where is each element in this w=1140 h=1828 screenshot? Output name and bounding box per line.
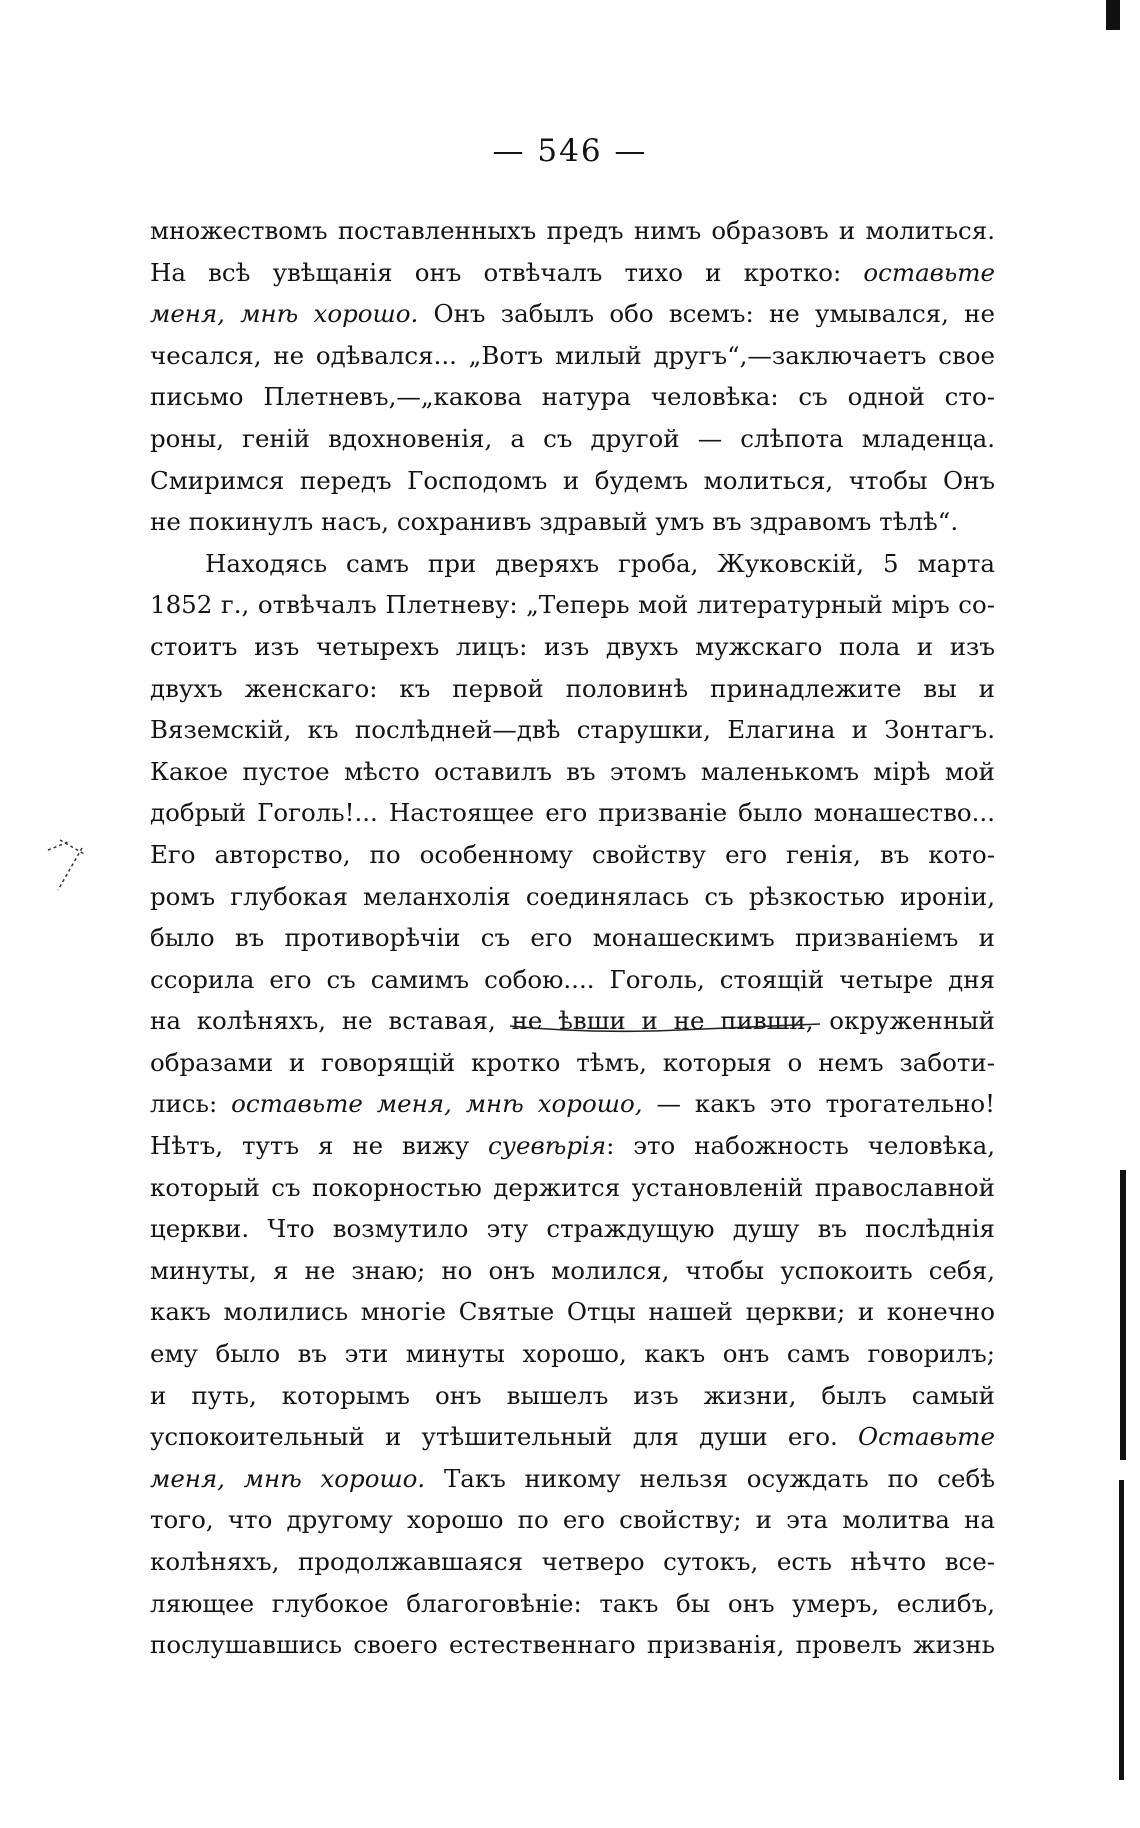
text-line <box>150 335 995 377</box>
text-segment: Онъ забылъ обо всемъ: не умывался, не <box>418 299 995 329</box>
text-segment: роны, геній вдохновенія, а съ другой — слѣпота младенца. <box>150 423 995 453</box>
text-line <box>150 1541 995 1583</box>
text-line <box>150 460 995 502</box>
text-segment: лись: <box>150 1089 232 1119</box>
text-segment: Такъ никому нельзя осуждать по себѣ <box>425 1463 995 1493</box>
text-line <box>150 1167 995 1209</box>
margin-pencil-mark <box>38 830 108 900</box>
text-segment: Смиримся передъ Господомъ и будемъ молиться, чтобы Онъ <box>150 465 995 495</box>
text-line <box>150 792 995 834</box>
text-segment: того, что другому хорошо по его свойству; и эта молитва на <box>150 1505 995 1535</box>
text-segment: 1852 г., отвѣчалъ Плетневу: „Теперь мой литературный міръ со- <box>150 590 995 620</box>
italic-segment: суевѣрія <box>488 1131 607 1161</box>
text-segment: чесался, не одѣвался... „Вотъ милый другъ“,—заключаетъ свое <box>150 340 995 370</box>
text-line <box>150 876 995 918</box>
text-line <box>150 1125 995 1167</box>
text-segment: какъ молились многіе Святые Отцы нашей церкви; и конечно <box>150 1297 995 1327</box>
italic-segment: меня, мнѣ хорошо. <box>150 1463 426 1493</box>
scan-edge-mark <box>1120 1170 1126 1460</box>
text-segment: послушавшись своего естественнаго призванія, провелъ жизнь <box>150 1630 995 1660</box>
text-line <box>150 1208 995 1250</box>
text-segment: стоитъ изъ четырехъ лицъ: изъ двухъ мужскаго пола и изъ <box>150 631 995 661</box>
text-line <box>150 1416 995 1458</box>
text-line <box>150 834 995 876</box>
text-line <box>150 293 995 335</box>
text-line <box>150 1291 995 1333</box>
text-line <box>150 626 995 668</box>
text-line <box>150 709 995 751</box>
text-segment: образами и говорящій кротко тѣмъ, которыя о немъ заботи- <box>150 1047 995 1077</box>
text-line <box>150 917 995 959</box>
text-line <box>150 959 995 1001</box>
text-segment: Какое пустое мѣсто оставилъ въ этомъ маленькомъ мірѣ мой <box>150 756 995 786</box>
text-line <box>150 584 995 626</box>
text-segment: ему было въ эти минуты хорошо, какъ онъ самъ говорилъ; <box>150 1339 995 1369</box>
text-line <box>150 376 995 418</box>
text-line <box>150 252 995 294</box>
text-line <box>150 1458 995 1500</box>
text-line <box>150 668 995 710</box>
text-line <box>150 543 995 585</box>
text-line <box>150 1333 995 1375</box>
text-line <box>150 1250 995 1292</box>
scan-edge-mark <box>1106 0 1120 30</box>
text-segment: минуты, я не знаю; но онъ молился, чтобы успокоить себя, <box>150 1255 995 1285</box>
text-segment: множествомъ поставленныхъ предъ нимъ образовъ и молиться. <box>150 216 995 245</box>
text-segment: Вяземскій, къ послѣдней—двѣ старушки, Елагина и Зонтагъ. <box>150 715 995 745</box>
text-segment: добрый Гоголь!... Настоящее его призваніе было монашество... <box>150 798 995 828</box>
body-text <box>150 210 995 1666</box>
text-segment: ссорила его съ самимъ собою.... Гоголь, стоящій четыре дня <box>150 964 995 994</box>
text-line <box>150 210 995 252</box>
italic-segment: Оставьте <box>858 1422 995 1452</box>
text-line <box>150 501 995 543</box>
text-segment: который съ покорностью держится установленій православной <box>150 1172 995 1202</box>
text-segment: церкви. Что возмутило эту страждущую душу въ послѣднія <box>150 1214 995 1244</box>
text-line <box>150 751 995 793</box>
text-segment: ляющее глубокое благоговѣніе: такъ бы онъ умеръ, еслибъ, <box>150 1588 995 1618</box>
underline-pencil-mark <box>510 1020 830 1050</box>
text-line <box>150 1624 995 1666</box>
text-segment: письмо Плетневъ,—„какова натура человѣка: съ одной сто- <box>150 382 995 412</box>
text-segment: и путь, которымъ онъ вышелъ изъ жизни, былъ самый <box>150 1380 995 1410</box>
text-line <box>150 1083 995 1125</box>
italic-segment: оставьте меня, мнѣ хорошо, <box>231 1089 643 1119</box>
text-segment: колѣняхъ, продолжавшаяся четверо сутокъ, есть нѣчто все- <box>150 1547 995 1576</box>
text-line <box>150 1499 995 1541</box>
text-line <box>150 1375 995 1417</box>
text-segment: на колѣняхъ, не вставая, не ѣвши и не пивши, окруженный <box>150 1006 995 1036</box>
text-segment: ромъ глубокая меланхолія соединялась съ рѣзкостью ироніи, <box>150 881 995 911</box>
text-segment: Находясь самъ при дверяхъ гроба, Жуковскій, 5 марта <box>205 548 995 578</box>
text-segment: Его авторство, по особенному свойству его генія, въ кото- <box>150 839 995 869</box>
text-segment: было въ противорѣчіи съ его монашескимъ призваніемъ и <box>150 923 995 953</box>
italic-segment: оставьте <box>863 257 995 287</box>
text-line <box>150 418 995 460</box>
text-segment: Нѣтъ, тутъ я не вижу <box>150 1131 489 1161</box>
text-segment: успокоительный и утѣшительный для души его. <box>150 1422 859 1452</box>
italic-segment: меня, мнѣ хорошо. <box>150 299 419 329</box>
scan-edge-mark <box>1119 1480 1124 1780</box>
text-segment: : это набожность человѣка, <box>606 1131 995 1161</box>
page-number: — 546 — <box>492 133 648 169</box>
text-segment: двухъ женскаго: къ первой половинѣ принадлежите вы и <box>150 673 995 703</box>
text-segment: — какъ это трогательно! <box>642 1089 995 1119</box>
text-segment: не покинулъ насъ, сохранивъ здравый умъ въ здравомъ тѣлѣ“. <box>150 507 959 537</box>
text-line <box>150 1583 995 1625</box>
text-segment: На всѣ увѣщанія онъ отвѣчалъ тихо и кротко: <box>150 257 864 287</box>
